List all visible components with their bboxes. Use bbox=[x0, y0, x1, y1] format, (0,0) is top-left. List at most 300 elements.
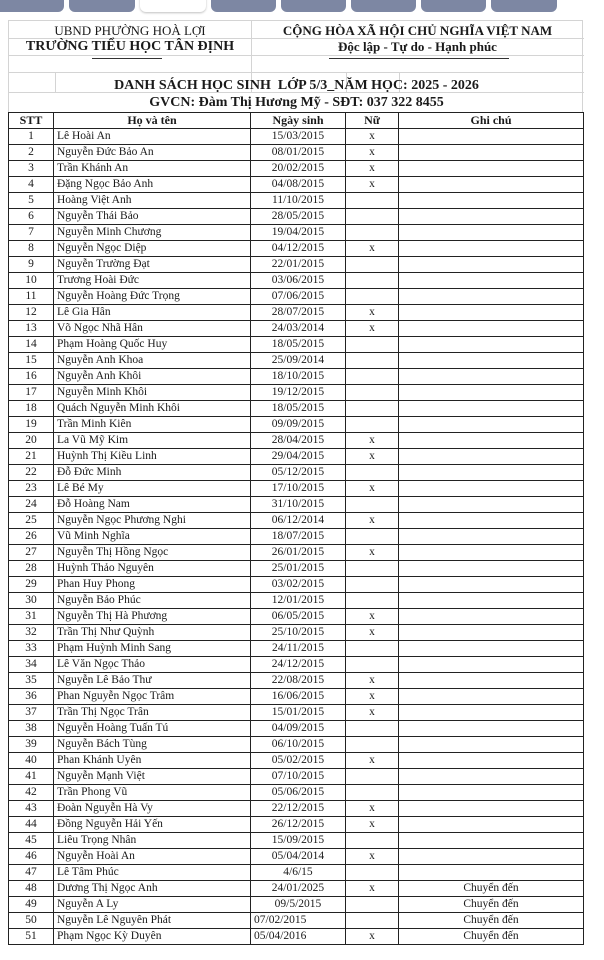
cell-female[interactable] bbox=[346, 865, 399, 881]
cell-female[interactable] bbox=[346, 257, 399, 273]
table-row bbox=[9, 321, 584, 337]
cell-female[interactable] bbox=[346, 337, 399, 353]
cell-name[interactable]: Trần Minh Kiên bbox=[54, 417, 251, 433]
table-row bbox=[9, 449, 584, 465]
cell-note[interactable] bbox=[399, 833, 584, 849]
table-row bbox=[9, 273, 584, 289]
cell-dob[interactable]: 05/12/2015 bbox=[251, 465, 346, 481]
cell-female[interactable] bbox=[346, 657, 399, 673]
cell-note[interactable] bbox=[399, 689, 584, 705]
cell-stt[interactable]: 33 bbox=[9, 641, 54, 657]
cell-stt[interactable]: 44 bbox=[9, 817, 54, 833]
cell-stt[interactable]: 4 bbox=[9, 177, 54, 193]
cell-name[interactable]: Nguyễn Đức Bảo An bbox=[54, 145, 251, 161]
cell-name[interactable]: Nguyễn Trường Đạt bbox=[54, 257, 251, 273]
cell-dob[interactable]: 15/03/2015 bbox=[251, 129, 346, 145]
cell-note[interactable] bbox=[399, 593, 584, 609]
cell-female[interactable] bbox=[346, 465, 399, 481]
cell-dob[interactable]: 24/01/2025 bbox=[251, 881, 346, 897]
cell-stt[interactable]: 40 bbox=[9, 753, 54, 769]
cell-note[interactable] bbox=[399, 849, 584, 865]
cell-dob[interactable]: 26/01/2015 bbox=[251, 545, 346, 561]
cell-stt[interactable]: 41 bbox=[9, 769, 54, 785]
cell-name[interactable]: Hoàng Việt Anh bbox=[54, 193, 251, 209]
cell-stt[interactable]: 20 bbox=[9, 433, 54, 449]
table-row bbox=[9, 353, 584, 369]
cell-note[interactable] bbox=[399, 385, 584, 401]
cell-note[interactable] bbox=[399, 145, 584, 161]
cell-name[interactable]: Huỳnh Thị Kiều Linh bbox=[54, 449, 251, 465]
cell-stt[interactable]: 50 bbox=[9, 913, 54, 929]
cell-female[interactable]: x bbox=[346, 449, 399, 465]
cell-stt[interactable]: 35 bbox=[9, 673, 54, 689]
authority-name: UBND PHƯỜNG HOÀ LỢI bbox=[54, 23, 206, 38]
cell-name[interactable]: Đoàn Nguyễn Hà Vy bbox=[54, 801, 251, 817]
cell-dob[interactable]: 25/10/2015 bbox=[251, 625, 346, 641]
cell-stt[interactable]: 14 bbox=[9, 337, 54, 353]
cell-name[interactable]: Võ Ngọc Nhã Hân bbox=[54, 321, 251, 337]
cell-note[interactable] bbox=[399, 801, 584, 817]
cell-name[interactable]: Nguyễn Ngọc Diệp bbox=[54, 241, 251, 257]
cell-stt[interactable]: 32 bbox=[9, 625, 54, 641]
cell-name[interactable]: Nguyễn Bách Tùng bbox=[54, 737, 251, 753]
cell-name[interactable]: Đỗ Đức Minh bbox=[54, 465, 251, 481]
cell-female[interactable]: x bbox=[346, 753, 399, 769]
cell-dob[interactable]: 15/09/2015 bbox=[251, 833, 346, 849]
table-row bbox=[9, 849, 584, 865]
cell-name[interactable]: Nguyễn Lê Bảo Thư bbox=[54, 673, 251, 689]
cell-name[interactable]: Nguyễn Hoài An bbox=[54, 849, 251, 865]
cell-note[interactable] bbox=[399, 817, 584, 833]
cell-name[interactable]: Đỗ Hoàng Nam bbox=[54, 497, 251, 513]
cell-name[interactable]: Phan Nguyễn Ngọc Trâm bbox=[54, 689, 251, 705]
cell-note[interactable] bbox=[399, 129, 584, 145]
cell-name[interactable]: Nguyễn Thái Bảo bbox=[54, 209, 251, 225]
sheet-tab[interactable] bbox=[69, 0, 135, 12]
cell-note[interactable]: Chuyển đến bbox=[399, 913, 584, 929]
cell-note[interactable]: Chuyển đến bbox=[399, 897, 584, 913]
cell-female[interactable] bbox=[346, 529, 399, 545]
cell-name[interactable]: Phạm Ngọc Kỳ Duyên bbox=[54, 929, 251, 945]
cell-female[interactable] bbox=[346, 785, 399, 801]
cell-name[interactable]: Nguyễn Hoàng Tuấn Tú bbox=[54, 721, 251, 737]
cell-name[interactable]: Nguyễn Thị Hồng Ngọc bbox=[54, 545, 251, 561]
class-list-sheet bbox=[8, 20, 583, 945]
cell-note[interactable] bbox=[399, 241, 584, 257]
cell-stt[interactable]: 48 bbox=[9, 881, 54, 897]
cell-dob[interactable]: 26/12/2015 bbox=[251, 817, 346, 833]
cell-stt[interactable]: 12 bbox=[9, 305, 54, 321]
cell-name[interactable]: Dương Thị Ngọc Anh bbox=[54, 881, 251, 897]
cell-stt[interactable]: 31 bbox=[9, 609, 54, 625]
cell-dob[interactable]: 28/07/2015 bbox=[251, 305, 346, 321]
cell-stt[interactable]: 30 bbox=[9, 593, 54, 609]
cell-stt[interactable]: 17 bbox=[9, 385, 54, 401]
sheet-tab[interactable] bbox=[0, 0, 64, 12]
national-motto: Độc lập - Tự do - Hạnh phúc bbox=[338, 39, 497, 54]
cell-dob[interactable]: 19/04/2015 bbox=[251, 225, 346, 241]
cell-name[interactable]: Nguyễn Mạnh Việt bbox=[54, 769, 251, 785]
cell-female[interactable]: x bbox=[346, 545, 399, 561]
cell-note[interactable] bbox=[399, 657, 584, 673]
cell-dob[interactable]: 04/09/2015 bbox=[251, 721, 346, 737]
cell-note[interactable] bbox=[399, 193, 584, 209]
cell-note[interactable] bbox=[399, 769, 584, 785]
cell-note[interactable] bbox=[399, 705, 584, 721]
cell-stt[interactable]: 15 bbox=[9, 353, 54, 369]
cell-stt[interactable]: 38 bbox=[9, 721, 54, 737]
table-row bbox=[9, 289, 584, 305]
column-header-name: Họ và tên bbox=[54, 113, 251, 129]
cell-female[interactable]: x bbox=[346, 513, 399, 529]
cell-stt[interactable]: 37 bbox=[9, 705, 54, 721]
cell-female[interactable] bbox=[346, 833, 399, 849]
cell-note[interactable]: Chuyển đến bbox=[399, 881, 584, 897]
cell-note[interactable] bbox=[399, 513, 584, 529]
cell-dob[interactable]: 06/12/2014 bbox=[251, 513, 346, 529]
cell-stt[interactable]: 9 bbox=[9, 257, 54, 273]
column-header-note: Ghi chú bbox=[399, 113, 584, 129]
cell-note[interactable] bbox=[399, 465, 584, 481]
cell-note[interactable] bbox=[399, 641, 584, 657]
cell-note[interactable] bbox=[399, 577, 584, 593]
cell-dob[interactable]: 4/6/15 bbox=[251, 865, 346, 881]
cell-note[interactable] bbox=[399, 497, 584, 513]
table-row bbox=[9, 481, 584, 497]
cell-name[interactable]: Nguyễn Lê Nguyên Phát bbox=[54, 913, 251, 929]
cell-dob[interactable]: 07/06/2015 bbox=[251, 289, 346, 305]
cell-stt[interactable]: 43 bbox=[9, 801, 54, 817]
cell-note[interactable] bbox=[399, 785, 584, 801]
table-row bbox=[9, 417, 584, 433]
cell-dob[interactable]: 03/06/2015 bbox=[251, 273, 346, 289]
cell-dob[interactable]: 29/04/2015 bbox=[251, 449, 346, 465]
cell-stt[interactable]: 13 bbox=[9, 321, 54, 337]
cell-female[interactable] bbox=[346, 289, 399, 305]
cell-female[interactable]: x bbox=[346, 609, 399, 625]
cell-note[interactable] bbox=[399, 625, 584, 641]
document-header bbox=[8, 20, 583, 112]
cell-stt[interactable]: 24 bbox=[9, 497, 54, 513]
cell-dob[interactable]: 24/11/2015 bbox=[251, 641, 346, 657]
cell-female[interactable]: x bbox=[346, 929, 399, 945]
cell-name[interactable]: Trần Thị Như Quỳnh bbox=[54, 625, 251, 641]
cell-name[interactable]: Nguyễn Bảo Phúc bbox=[54, 593, 251, 609]
table-row bbox=[9, 497, 584, 513]
cell-stt[interactable]: 23 bbox=[9, 481, 54, 497]
cell-female[interactable] bbox=[346, 561, 399, 577]
cell-female[interactable]: x bbox=[346, 689, 399, 705]
cell-note[interactable] bbox=[399, 321, 584, 337]
cell-female[interactable]: x bbox=[346, 625, 399, 641]
cell-name[interactable]: Trần Phong Vũ bbox=[54, 785, 251, 801]
cell-dob[interactable]: 25/01/2015 bbox=[251, 561, 346, 577]
cell-dob[interactable]: 04/08/2015 bbox=[251, 177, 346, 193]
cell-female[interactable] bbox=[346, 721, 399, 737]
cell-female[interactable] bbox=[346, 913, 399, 929]
cell-dob[interactable]: 20/02/2015 bbox=[251, 161, 346, 177]
cell-note[interactable] bbox=[399, 417, 584, 433]
cell-female[interactable] bbox=[346, 209, 399, 225]
cell-female[interactable]: x bbox=[346, 673, 399, 689]
cell-stt[interactable]: 21 bbox=[9, 449, 54, 465]
cell-note[interactable] bbox=[399, 673, 584, 689]
column-header-female: Nữ bbox=[346, 113, 399, 129]
cell-dob[interactable]: 22/12/2015 bbox=[251, 801, 346, 817]
cell-note[interactable] bbox=[399, 305, 584, 321]
cell-name[interactable]: La Vũ Mỹ Kim bbox=[54, 433, 251, 449]
cell-name[interactable]: Nguyễn Ngọc Phương Nghi bbox=[54, 513, 251, 529]
cell-note[interactable] bbox=[399, 545, 584, 561]
table-row bbox=[9, 833, 584, 849]
cell-note[interactable] bbox=[399, 257, 584, 273]
cell-stt[interactable]: 2 bbox=[9, 145, 54, 161]
table-header-row bbox=[9, 113, 584, 129]
cell-dob[interactable]: 07/10/2015 bbox=[251, 769, 346, 785]
table-row bbox=[9, 785, 584, 801]
cell-female[interactable]: x bbox=[346, 881, 399, 897]
cell-dob[interactable]: 07/02/2015 bbox=[251, 913, 346, 929]
cell-female[interactable]: x bbox=[346, 481, 399, 497]
cell-stt[interactable]: 26 bbox=[9, 529, 54, 545]
cell-female[interactable]: x bbox=[346, 817, 399, 833]
cell-dob[interactable]: 06/05/2015 bbox=[251, 609, 346, 625]
cell-note[interactable] bbox=[399, 177, 584, 193]
cell-dob[interactable]: 17/10/2015 bbox=[251, 481, 346, 497]
document-title: DANH SÁCH HỌC SINH LỚP 5/3_NĂM HỌC: 2025 - 2026 bbox=[114, 78, 479, 93]
cell-dob[interactable]: 09/09/2015 bbox=[251, 417, 346, 433]
table-row bbox=[9, 369, 584, 385]
cell-dob[interactable]: 24/03/2014 bbox=[251, 321, 346, 337]
cell-dob[interactable]: 12/01/2015 bbox=[251, 593, 346, 609]
cell-name[interactable]: Nguyễn Anh Khoa bbox=[54, 353, 251, 369]
cell-note[interactable] bbox=[399, 449, 584, 465]
cell-name[interactable]: Phan Huy Phong bbox=[54, 577, 251, 593]
cell-stt[interactable]: 5 bbox=[9, 193, 54, 209]
cell-name[interactable]: Phạm Hoàng Quốc Huy bbox=[54, 337, 251, 353]
cell-name[interactable]: Quách Nguyễn Minh Khôi bbox=[54, 401, 251, 417]
cell-female[interactable] bbox=[346, 369, 399, 385]
cell-stt[interactable]: 10 bbox=[9, 273, 54, 289]
cell-note[interactable] bbox=[399, 273, 584, 289]
cell-name[interactable]: Phạm Huỳnh Minh Sang bbox=[54, 641, 251, 657]
cell-stt[interactable]: 16 bbox=[9, 369, 54, 385]
cell-note[interactable] bbox=[399, 561, 584, 577]
cell-dob[interactable]: 18/10/2015 bbox=[251, 369, 346, 385]
cell-note[interactable] bbox=[399, 721, 584, 737]
cell-dob[interactable]: 15/01/2015 bbox=[251, 705, 346, 721]
sheet-tab-active[interactable] bbox=[140, 0, 206, 12]
cell-note[interactable]: Chuyển đến bbox=[399, 929, 584, 945]
cell-stt[interactable]: 22 bbox=[9, 465, 54, 481]
cell-stt[interactable]: 27 bbox=[9, 545, 54, 561]
cell-female[interactable]: x bbox=[346, 849, 399, 865]
sheet-tab[interactable] bbox=[491, 0, 557, 12]
cell-female[interactable] bbox=[346, 353, 399, 369]
cell-female[interactable]: x bbox=[346, 705, 399, 721]
table-row bbox=[9, 593, 584, 609]
cell-female[interactable] bbox=[346, 577, 399, 593]
cell-female[interactable] bbox=[346, 385, 399, 401]
cell-female[interactable] bbox=[346, 401, 399, 417]
cell-female[interactable]: x bbox=[346, 801, 399, 817]
cell-name[interactable]: Liêu Trọng Nhân bbox=[54, 833, 251, 849]
cell-note[interactable] bbox=[399, 737, 584, 753]
cell-name[interactable]: Nguyễn Minh Khôi bbox=[54, 385, 251, 401]
cell-female[interactable] bbox=[346, 497, 399, 513]
cell-female[interactable]: x bbox=[346, 129, 399, 145]
cell-stt[interactable]: 46 bbox=[9, 849, 54, 865]
cell-stt[interactable]: 1 bbox=[9, 129, 54, 145]
cell-note[interactable] bbox=[399, 481, 584, 497]
cell-name[interactable]: Trần Khánh An bbox=[54, 161, 251, 177]
cell-dob[interactable]: 08/01/2015 bbox=[251, 145, 346, 161]
cell-note[interactable] bbox=[399, 337, 584, 353]
cell-note[interactable] bbox=[399, 609, 584, 625]
cell-dob[interactable]: 18/05/2015 bbox=[251, 337, 346, 353]
sheet-tab[interactable] bbox=[351, 0, 416, 12]
cell-dob[interactable]: 24/12/2015 bbox=[251, 657, 346, 673]
cell-stt[interactable]: 7 bbox=[9, 225, 54, 241]
cell-note[interactable] bbox=[399, 353, 584, 369]
sheet-tab[interactable] bbox=[421, 0, 486, 12]
cell-stt[interactable]: 11 bbox=[9, 289, 54, 305]
table-row bbox=[9, 513, 584, 529]
table-row bbox=[9, 545, 584, 561]
cell-name[interactable]: Phan Khánh Uyên bbox=[54, 753, 251, 769]
sheet-tab-bar bbox=[0, 0, 604, 14]
cell-female[interactable] bbox=[346, 593, 399, 609]
cell-stt[interactable]: 28 bbox=[9, 561, 54, 577]
cell-stt[interactable]: 18 bbox=[9, 401, 54, 417]
cell-dob[interactable]: 18/05/2015 bbox=[251, 401, 346, 417]
cell-dob[interactable]: 04/12/2015 bbox=[251, 241, 346, 257]
cell-female[interactable]: x bbox=[346, 241, 399, 257]
cell-female[interactable]: x bbox=[346, 433, 399, 449]
table-row bbox=[9, 209, 584, 225]
cell-dob[interactable]: 05/04/2016 bbox=[251, 929, 346, 945]
cell-dob[interactable]: 05/06/2015 bbox=[251, 785, 346, 801]
cell-female[interactable]: x bbox=[346, 145, 399, 161]
cell-name[interactable]: Huỳnh Thảo Nguyên bbox=[54, 561, 251, 577]
cell-female[interactable] bbox=[346, 417, 399, 433]
cell-name[interactable]: Nguyễn Hoàng Đức Trọng bbox=[54, 289, 251, 305]
cell-female[interactable]: x bbox=[346, 321, 399, 337]
cell-stt[interactable]: 6 bbox=[9, 209, 54, 225]
cell-name[interactable]: Nguyễn Minh Chương bbox=[54, 225, 251, 241]
cell-note[interactable] bbox=[399, 369, 584, 385]
table-row bbox=[9, 225, 584, 241]
cell-stt[interactable]: 45 bbox=[9, 833, 54, 849]
cell-name[interactable]: Vũ Minh Nghĩa bbox=[54, 529, 251, 545]
cell-note[interactable] bbox=[399, 209, 584, 225]
cell-female[interactable]: x bbox=[346, 177, 399, 193]
cell-stt[interactable]: 8 bbox=[9, 241, 54, 257]
cell-dob[interactable]: 28/04/2015 bbox=[251, 433, 346, 449]
cell-dob[interactable]: 19/12/2015 bbox=[251, 385, 346, 401]
cell-stt[interactable]: 34 bbox=[9, 657, 54, 673]
cell-name[interactable]: Đặng Ngọc Bảo Anh bbox=[54, 177, 251, 193]
table-row bbox=[9, 769, 584, 785]
cell-name[interactable]: Lê Gia Hân bbox=[54, 305, 251, 321]
cell-female[interactable] bbox=[346, 641, 399, 657]
cell-stt[interactable]: 36 bbox=[9, 689, 54, 705]
cell-dob[interactable]: 11/10/2015 bbox=[251, 193, 346, 209]
cell-name[interactable]: Lê Văn Ngọc Thảo bbox=[54, 657, 251, 673]
cell-female[interactable] bbox=[346, 737, 399, 753]
cell-dob[interactable]: 25/09/2014 bbox=[251, 353, 346, 369]
cell-name[interactable]: Nguyễn Anh Khôi bbox=[54, 369, 251, 385]
cell-name[interactable]: Lê Bé My bbox=[54, 481, 251, 497]
sheet-tab[interactable] bbox=[281, 0, 346, 12]
cell-note[interactable] bbox=[399, 401, 584, 417]
cell-female[interactable] bbox=[346, 273, 399, 289]
cell-stt[interactable]: 49 bbox=[9, 897, 54, 913]
table-row bbox=[9, 257, 584, 273]
cell-dob[interactable]: 03/02/2015 bbox=[251, 577, 346, 593]
school-name: TRƯỜNG TIỂU HỌC TÂN ĐỊNH bbox=[25, 39, 235, 54]
sheet-tab[interactable] bbox=[211, 0, 276, 12]
table-row bbox=[9, 801, 584, 817]
cell-note[interactable] bbox=[399, 225, 584, 241]
table-row bbox=[9, 129, 584, 145]
cell-stt[interactable]: 51 bbox=[9, 929, 54, 945]
cell-dob[interactable]: 28/05/2015 bbox=[251, 209, 346, 225]
cell-stt[interactable]: 3 bbox=[9, 161, 54, 177]
cell-name[interactable]: Nguyễn Thị Hà Phương bbox=[54, 609, 251, 625]
cell-female[interactable]: x bbox=[346, 161, 399, 177]
cell-female[interactable] bbox=[346, 897, 399, 913]
cell-dob[interactable]: 05/04/2014 bbox=[251, 849, 346, 865]
cell-note[interactable] bbox=[399, 753, 584, 769]
cell-dob[interactable]: 06/10/2015 bbox=[251, 737, 346, 753]
cell-female[interactable] bbox=[346, 193, 399, 209]
cell-stt[interactable]: 19 bbox=[9, 417, 54, 433]
cell-stt[interactable]: 47 bbox=[9, 865, 54, 881]
cell-name[interactable]: Đồng Nguyễn Hải Yến bbox=[54, 817, 251, 833]
cell-note[interactable] bbox=[399, 161, 584, 177]
cell-note[interactable] bbox=[399, 865, 584, 881]
cell-dob[interactable]: 22/08/2015 bbox=[251, 673, 346, 689]
cell-dob[interactable]: 22/01/2015 bbox=[251, 257, 346, 273]
cell-dob[interactable]: 18/07/2015 bbox=[251, 529, 346, 545]
cell-name[interactable]: Lê Hoài An bbox=[54, 129, 251, 145]
cell-female[interactable] bbox=[346, 769, 399, 785]
cell-stt[interactable]: 42 bbox=[9, 785, 54, 801]
cell-stt[interactable]: 25 bbox=[9, 513, 54, 529]
cell-female[interactable]: x bbox=[346, 305, 399, 321]
cell-name[interactable]: Trần Thị Ngọc Trân bbox=[54, 705, 251, 721]
table-row bbox=[9, 705, 584, 721]
cell-name[interactable]: Nguyễn A Ly bbox=[54, 897, 251, 913]
cell-dob[interactable]: 16/06/2015 bbox=[251, 689, 346, 705]
cell-note[interactable] bbox=[399, 433, 584, 449]
table-row bbox=[9, 817, 584, 833]
table-row bbox=[9, 401, 584, 417]
cell-dob[interactable]: 05/02/2015 bbox=[251, 753, 346, 769]
cell-dob[interactable]: 09/5/2015 bbox=[251, 897, 346, 913]
cell-name[interactable]: Trương Hoài Đức bbox=[54, 273, 251, 289]
cell-name[interactable]: Lê Tâm Phúc bbox=[54, 865, 251, 881]
cell-female[interactable] bbox=[346, 225, 399, 241]
cell-stt[interactable]: 39 bbox=[9, 737, 54, 753]
column-header-dob: Ngày sinh bbox=[251, 113, 346, 129]
cell-note[interactable] bbox=[399, 289, 584, 305]
cell-note[interactable] bbox=[399, 529, 584, 545]
cell-stt[interactable]: 29 bbox=[9, 577, 54, 593]
cell-dob[interactable]: 31/10/2015 bbox=[251, 497, 346, 513]
table-row bbox=[9, 561, 584, 577]
